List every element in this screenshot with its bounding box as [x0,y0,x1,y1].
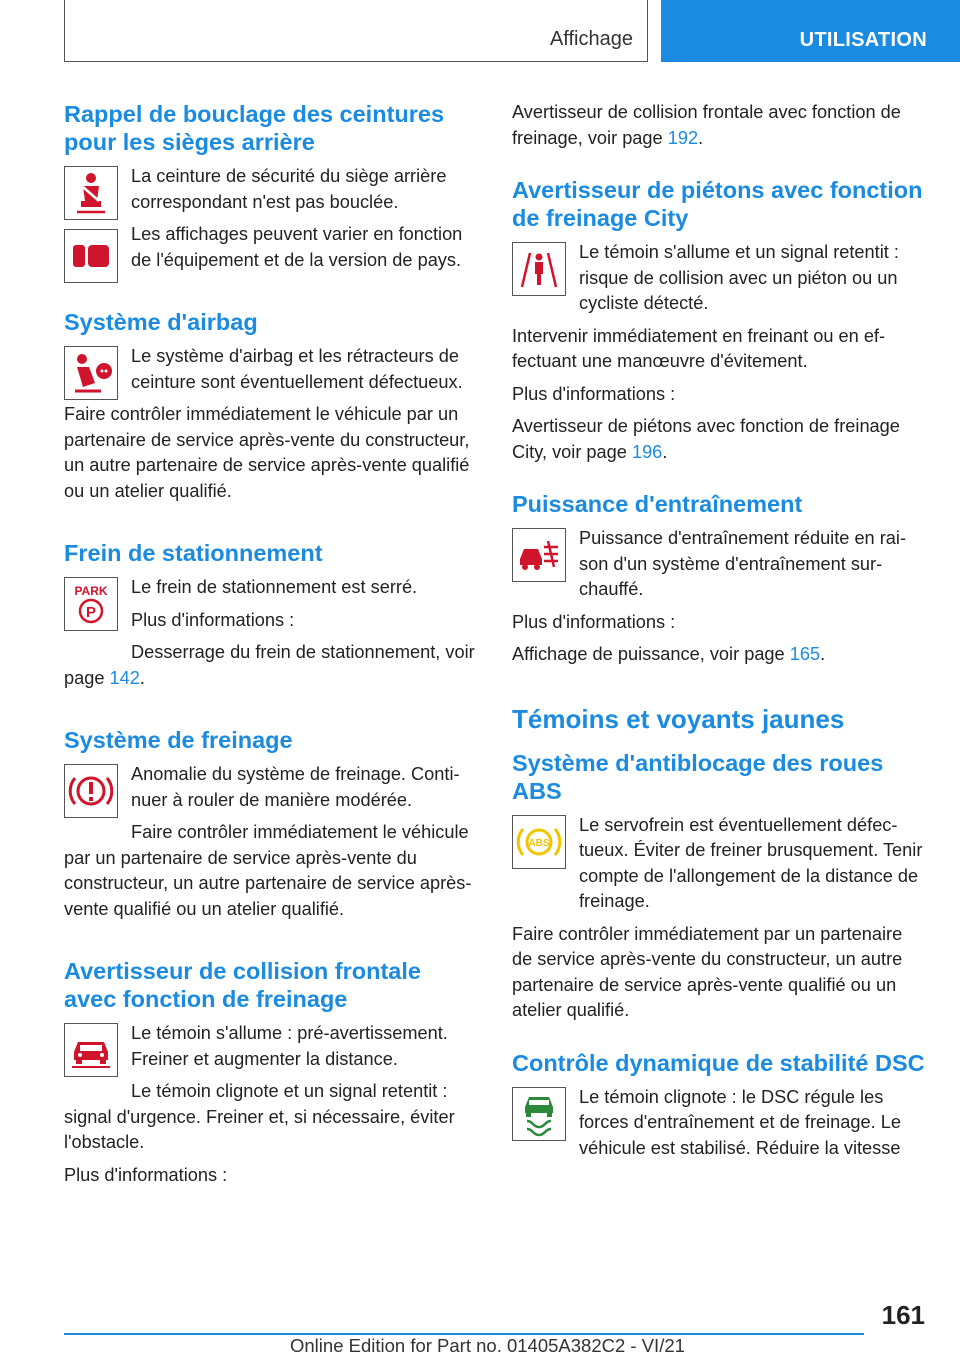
parking-brake-icon [64,577,118,631]
park-text-2: Plus d'informations : [131,609,295,630]
airbag-text-1: Le système d'airbag et les rétracteurs de ceinture sont éventuellement défectueux. [131,346,463,392]
dsc-text-1: Le témoin clignote : le DSC régule les forces d'entraînement et de freinage. Le véhicule est stabilisé. Réduire la vitesse [579,1086,901,1158]
collision-ref [512,100,927,151]
heading-dsc: Contrôle dynamique de stabilité DSC [512,1049,925,1076]
brake-text-2: Faire contrôler immédiatement le véhicule par un partenaire de service après-vente du constructeur, un autre partenaire de service après-vente qualifié ou un atelier qualifié. [64,822,472,919]
pedestrian-text-4 [512,414,927,465]
collision-text-3: Plus d'informations : [64,1164,228,1185]
right-column [512,100,927,1168]
brake-block [64,762,479,813]
power-text-3 [512,642,927,668]
page-number: 161 [881,1300,925,1330]
left-column [64,100,479,1195]
power-text-2: Plus d'informations : [512,611,676,632]
heading-airbag: Système d'airbag [64,309,258,335]
abs-warning-icon [512,815,566,869]
airbag-text-2: Faire contrôler immédiatement le véhicule par un partenaire de service après-vente du constructeur, un autre partenaire de service après-vente qualifié ou un atelier qualifié. [64,404,470,501]
collision-text-1: Le témoin s'allume : pré-avertissement. Freiner et augmenter la distance. [131,1023,448,1069]
svg-text:P: P [85,604,97,621]
heading-belt-reminder: Rappel de bouclage des ceintures pour les sièges arrière [64,101,445,155]
airbag-block [64,344,479,395]
header-chapter-box [661,0,960,62]
heading-braking-system: Système de freinage [64,727,293,753]
drive-power-icon [512,528,566,582]
collision-block [64,1021,479,1072]
belt-text-1: La ceinture de sécurité du siège arrière correspondant n'est pas bouclée. [131,166,447,212]
abs-icon-label: ABS [528,837,550,849]
abs-block [512,813,927,915]
park-page-link[interactable]: 142 [109,667,140,688]
pedestrian-block [512,240,927,317]
park-ref-end: . [139,667,145,688]
dsc-block [512,1085,927,1162]
header-section-box [64,0,648,62]
collision-page-link[interactable]: 192 [667,127,699,148]
pedestrian-text-3: Plus d'informations : [512,383,676,404]
collision-ref-text: Avertisseur de collision frontale avec fonction de freinage, voir page [512,102,901,148]
power-page-link[interactable]: 165 [789,644,821,664]
pedestrian-page-link[interactable]: 196 [631,441,663,462]
power-text-1: Puissance d'entraînement réduite en raison d'un système d'entraînement surchauffé. [579,528,906,599]
belt-text-2: Les affichages peuvent varier en fonction de l'équipement et de la version de pays. [131,224,463,270]
heading-drive-power: Puissance d'entraînement [512,491,803,517]
pedestrian-text-1: Le témoin s'allume et un signal retentit : risque de collision avec un piéton ou un cycliste détecté. [579,242,899,313]
brake-warning-icon [64,764,118,818]
heading-pedestrian: Avertisseur de piétons avec fonction de freinage City [512,177,923,231]
brake-text-1: Anomalie du système de freinage. Continuer à rouler de manière modérée. [131,764,460,810]
heading-parking-brake: Frein de stationnement [64,540,323,566]
power-block [512,526,927,603]
pedestrian-ref-text: Avertisseur de piétons avec fonction de freinage City, voir page [512,416,900,462]
park-text-3 [64,640,479,691]
heading-abs: Système d'antiblocage des roues ABS [512,749,884,804]
heading-yellow-indicators: Témoins et voyants jaunes [512,703,845,734]
airbag-warning-icon [64,346,118,400]
header-section-title: Affichage [549,28,633,50]
header-chapter-title: UTILISATION [799,29,927,51]
park-text-1: Le frein de stationnement est serré. [131,577,418,597]
power-ref-end: . [820,644,826,664]
collision-text-2: Le témoin clignote et un signal retentit : signal d'urgence. Freiner et, si nécessaire, éviter l'obstacle. [64,1081,455,1152]
abs-text-1: Le servofrein est éventuellement défectueux. Éviter de freiner brusquement. Tenir compte de l'allongement de la distance de freinage. [579,814,923,911]
seat-indicator-icon [64,229,118,283]
pedestrian-ref-end: . [662,441,668,462]
abs-text-2: Faire contrôler immédiatement par un partenaire de service après-vente du constructeur, un autre partenaire de service après-vente qualifié ou un atelier qualifié. [512,923,903,1020]
dsc-stability-icon [512,1087,566,1141]
pedestrian-text-2: Intervenir immédiatement en freinant ou en effectuant une manœuvre d'évitement. [512,325,886,371]
park-block [64,575,479,633]
front-collision-icon [64,1023,118,1077]
heading-front-collision: Avertisseur de collision frontale avec fonction de freinage [64,958,421,1012]
park-icon-label: PARK [74,584,108,598]
collision-ref-end: . [698,127,704,148]
power-ref-text: Affichage de puissance, voir page [512,644,790,664]
pedestrian-warning-icon [512,242,566,296]
park-ref-text: Desserrage du frein de stationnement, voir page [64,642,475,688]
belt-block [64,164,479,273]
seatbelt-warning-icon [64,166,118,220]
footer-edition: Online Edition for Part no. 01405A382C2 - VI/21 [290,1335,685,1356]
